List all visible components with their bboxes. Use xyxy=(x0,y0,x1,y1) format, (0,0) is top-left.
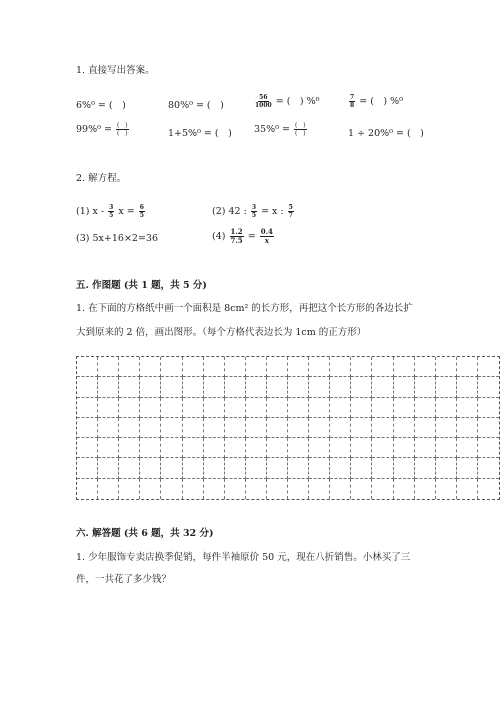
grid-cell[interactable] xyxy=(267,398,288,418)
grid-cell[interactable] xyxy=(140,418,161,438)
grid-cell[interactable] xyxy=(204,377,225,397)
grid-cell[interactable] xyxy=(246,418,267,438)
grid-cell[interactable] xyxy=(330,479,351,499)
equation-1: (1) x - $\frac{3}{5}$ x = $\frac{6}{5}$ xyxy=(76,204,144,219)
grid-cell[interactable] xyxy=(415,398,436,418)
grid-cell[interactable] xyxy=(77,479,98,499)
grid-cell[interactable] xyxy=(372,479,393,499)
grid-cell[interactable] xyxy=(161,357,182,377)
grid-cell[interactable] xyxy=(330,458,351,478)
q1-item-1: 6%⁰ = ( ) xyxy=(76,100,126,111)
grid-cell[interactable] xyxy=(225,377,246,397)
grid-cell[interactable] xyxy=(330,357,351,377)
grid-cell[interactable] xyxy=(351,357,372,377)
grid-cell[interactable] xyxy=(140,438,161,458)
grid-cell[interactable] xyxy=(225,458,246,478)
grid-cell[interactable] xyxy=(246,438,267,458)
grid-cell[interactable] xyxy=(161,398,182,418)
grid-cell[interactable] xyxy=(119,458,140,478)
grid-cell[interactable] xyxy=(267,438,288,458)
grid-cell[interactable] xyxy=(119,418,140,438)
grid-cell[interactable] xyxy=(98,479,119,499)
grid-cell[interactable] xyxy=(140,377,161,397)
grid-cell[interactable] xyxy=(436,438,457,458)
grid-cell[interactable] xyxy=(98,357,119,377)
grid-cell[interactable] xyxy=(225,438,246,458)
grid-cell[interactable] xyxy=(457,398,478,418)
grid-cell[interactable] xyxy=(204,438,225,458)
grid-cell[interactable] xyxy=(288,377,309,397)
grid-cell[interactable] xyxy=(267,458,288,478)
grid-cell[interactable] xyxy=(246,458,267,478)
grid-cell[interactable] xyxy=(351,377,372,397)
grid-cell[interactable] xyxy=(372,458,393,478)
q1-item-3: $\frac{56}{1000}$ = ( ) %⁰ xyxy=(255,94,320,109)
grid-cell[interactable] xyxy=(457,357,478,377)
grid-cell[interactable] xyxy=(161,418,182,438)
q1-item-7: 35%⁰ = $\frac{( )}{( )}$ xyxy=(254,122,306,137)
grid-cell[interactable] xyxy=(119,377,140,397)
equation-1-fraction-1: $\frac{3}{5}$ xyxy=(109,204,114,219)
grid-cell[interactable] xyxy=(415,479,436,499)
grid-cell[interactable] xyxy=(309,398,330,418)
grid-cell[interactable] xyxy=(372,398,393,418)
grid-cell[interactable] xyxy=(119,479,140,499)
equation-2: (2) 42 : $\frac{3}{5}$ = x : $\frac{5}{7}$ xyxy=(212,204,293,219)
q1-item-2: 80%⁰ = ( ) xyxy=(168,100,224,111)
grid-cell[interactable] xyxy=(351,458,372,478)
grid-cell[interactable] xyxy=(225,398,246,418)
grid-cell[interactable] xyxy=(372,357,393,377)
grid-cell[interactable] xyxy=(183,377,204,397)
grid-cell[interactable] xyxy=(267,418,288,438)
grid-cell[interactable] xyxy=(225,418,246,438)
grid-cell[interactable] xyxy=(267,479,288,499)
grid-cell[interactable] xyxy=(77,418,98,438)
grid-cell[interactable] xyxy=(330,398,351,418)
grid-cell[interactable] xyxy=(204,458,225,478)
grid-cell[interactable] xyxy=(267,377,288,397)
grid-cell[interactable] xyxy=(478,377,499,397)
grid-cell[interactable] xyxy=(161,377,182,397)
grid-cell[interactable] xyxy=(394,357,415,377)
grid-cell[interactable] xyxy=(394,479,415,499)
grid-cell[interactable] xyxy=(394,398,415,418)
grid-cell[interactable] xyxy=(436,458,457,478)
q1-item-5-fraction: $\frac{( )}{( )}$ xyxy=(116,122,128,137)
grid-cell[interactable] xyxy=(225,357,246,377)
grid-cell[interactable] xyxy=(309,438,330,458)
grid-cell[interactable] xyxy=(309,377,330,397)
grid-cell[interactable] xyxy=(372,418,393,438)
grid-cell[interactable] xyxy=(309,357,330,377)
q1-item-5: 99%⁰ = $\frac{( )}{( )}$ xyxy=(76,122,128,137)
grid-cell[interactable] xyxy=(183,438,204,458)
grid-cell[interactable] xyxy=(183,398,204,418)
equation-1-fraction-2: $\frac{6}{5}$ xyxy=(139,204,144,219)
grid-cell[interactable] xyxy=(161,479,182,499)
grid-cell[interactable] xyxy=(394,458,415,478)
grid-cell[interactable] xyxy=(330,418,351,438)
grid-cell[interactable] xyxy=(246,398,267,418)
q1-item-7-fraction: $\frac{( )}{( )}$ xyxy=(294,122,306,137)
grid-cell[interactable] xyxy=(309,458,330,478)
grid-cell[interactable] xyxy=(478,418,499,438)
grid-cell[interactable] xyxy=(98,398,119,418)
grid-cell[interactable] xyxy=(351,418,372,438)
grid-cell[interactable] xyxy=(98,458,119,478)
grid-cell[interactable] xyxy=(204,398,225,418)
grid-cell[interactable] xyxy=(288,418,309,438)
grid-cell[interactable] xyxy=(330,377,351,397)
grid-cell[interactable] xyxy=(98,418,119,438)
grid-cell[interactable] xyxy=(288,398,309,418)
equation-4-fraction-1: $\frac{1.2}{7.5}$ xyxy=(230,227,243,245)
grid-cell[interactable] xyxy=(351,479,372,499)
grid-cell[interactable] xyxy=(119,398,140,418)
grid-cell[interactable] xyxy=(436,377,457,397)
grid-cell[interactable] xyxy=(415,458,436,478)
grid-cell[interactable] xyxy=(457,479,478,499)
grid-cell[interactable] xyxy=(436,357,457,377)
grid-cell[interactable] xyxy=(436,398,457,418)
grid-cell[interactable] xyxy=(140,398,161,418)
grid-cell[interactable] xyxy=(415,357,436,377)
q1-item-4: $\frac{7}{8}$ = ( ) %⁰ xyxy=(350,94,403,109)
equation-2-fraction-1: $\frac{3}{5}$ xyxy=(251,204,257,219)
grid-paper[interactable] xyxy=(76,356,500,500)
grid-cell[interactable] xyxy=(457,418,478,438)
grid-cell[interactable] xyxy=(225,479,246,499)
equation-4: (4) $\frac{1.2}{7.5}$ = $\frac{0.4}{x}$ xyxy=(212,227,273,245)
grid-cell[interactable] xyxy=(204,357,225,377)
grid-cell[interactable] xyxy=(415,438,436,458)
grid-cell[interactable] xyxy=(161,458,182,478)
grid-cell[interactable] xyxy=(478,458,499,478)
grid-cell[interactable] xyxy=(183,479,204,499)
grid-cell[interactable] xyxy=(394,418,415,438)
grid-cell[interactable] xyxy=(140,479,161,499)
grid-cell[interactable] xyxy=(478,398,499,418)
grid-cell[interactable] xyxy=(394,438,415,458)
grid-cell[interactable] xyxy=(288,357,309,377)
grid-cell[interactable] xyxy=(372,438,393,458)
equation-3: (3) 5x+16×2=36 xyxy=(76,233,159,244)
section-5-question-line-2: 大到原来的 2 倍，画出图形。（每个方格代表边长为 1cm 的正方形） xyxy=(76,327,367,338)
grid-cell[interactable] xyxy=(204,418,225,438)
grid-cell[interactable] xyxy=(183,357,204,377)
grid-cell[interactable] xyxy=(77,398,98,418)
grid-cell[interactable] xyxy=(246,357,267,377)
q1-item-6: 1+5%⁰ = ( ) xyxy=(168,128,232,139)
grid-cell[interactable] xyxy=(119,438,140,458)
grid-cell[interactable] xyxy=(457,458,478,478)
grid-cell[interactable] xyxy=(161,438,182,458)
section-6-question-line-1: 1. 少年服饰专卖店换季促销，每件半袖原价 50 元，现在八折销售。小林买了三 xyxy=(76,552,411,563)
grid-cell[interactable] xyxy=(204,479,225,499)
grid-cell[interactable] xyxy=(415,377,436,397)
grid-cell[interactable] xyxy=(98,438,119,458)
grid-cell[interactable] xyxy=(478,357,499,377)
grid-cell[interactable] xyxy=(351,438,372,458)
q2-title: 2. 解方程。 xyxy=(76,173,127,184)
grid-cell[interactable] xyxy=(372,377,393,397)
grid-cell[interactable] xyxy=(183,418,204,438)
grid-cell[interactable] xyxy=(77,357,98,377)
grid-cell[interactable] xyxy=(77,438,98,458)
grid-cell[interactable] xyxy=(478,479,499,499)
grid-cell[interactable] xyxy=(436,418,457,438)
grid-cell[interactable] xyxy=(183,458,204,478)
grid-cell[interactable] xyxy=(267,357,288,377)
grid-cell[interactable] xyxy=(436,479,457,499)
q1-item-8: 1 ÷ 20%⁰ = ( ) xyxy=(348,128,424,139)
grid-cell[interactable] xyxy=(309,479,330,499)
grid-cell[interactable] xyxy=(457,438,478,458)
grid-cell[interactable] xyxy=(288,479,309,499)
grid-cell[interactable] xyxy=(140,458,161,478)
grid-cell[interactable] xyxy=(288,438,309,458)
grid-cell[interactable] xyxy=(478,438,499,458)
q1-title: 1. 直接写出答案。 xyxy=(76,65,155,76)
section-6-heading: 六. 解答题 (共 6 题，共 32 分) xyxy=(76,528,214,539)
grid-cell[interactable] xyxy=(140,357,161,377)
grid-cell[interactable] xyxy=(77,377,98,397)
grid-cell[interactable] xyxy=(457,377,478,397)
q1-item-4-fraction: $\frac{7}{8}$ xyxy=(350,94,355,109)
grid-cell[interactable] xyxy=(288,458,309,478)
section-5-heading: 五. 作图题 (共 1 题，共 5 分) xyxy=(76,280,207,291)
grid-cell[interactable] xyxy=(330,438,351,458)
grid-cell[interactable] xyxy=(415,418,436,438)
grid-cell[interactable] xyxy=(119,357,140,377)
grid-cell[interactable] xyxy=(351,398,372,418)
equation-2-fraction-2: $\frac{5}{7}$ xyxy=(288,204,293,219)
section-5-question-line-1: 1. 在下面的方格纸中画一个面积是 8cm² 的长方形，再把这个长方形的各边长扩 xyxy=(76,303,413,314)
grid-cell[interactable] xyxy=(246,377,267,397)
grid-cell[interactable] xyxy=(98,377,119,397)
q1-item-3-fraction: $\frac{56}{1000}$ xyxy=(255,94,272,109)
section-6-question-line-2: 件，一共花了多少钱？ xyxy=(76,574,172,585)
grid-cell[interactable] xyxy=(246,479,267,499)
grid-cell[interactable] xyxy=(394,377,415,397)
equation-4-fraction-2: $\frac{0.4}{x}$ xyxy=(260,227,273,245)
grid-cell[interactable] xyxy=(309,418,330,438)
grid-cell[interactable] xyxy=(77,458,98,478)
